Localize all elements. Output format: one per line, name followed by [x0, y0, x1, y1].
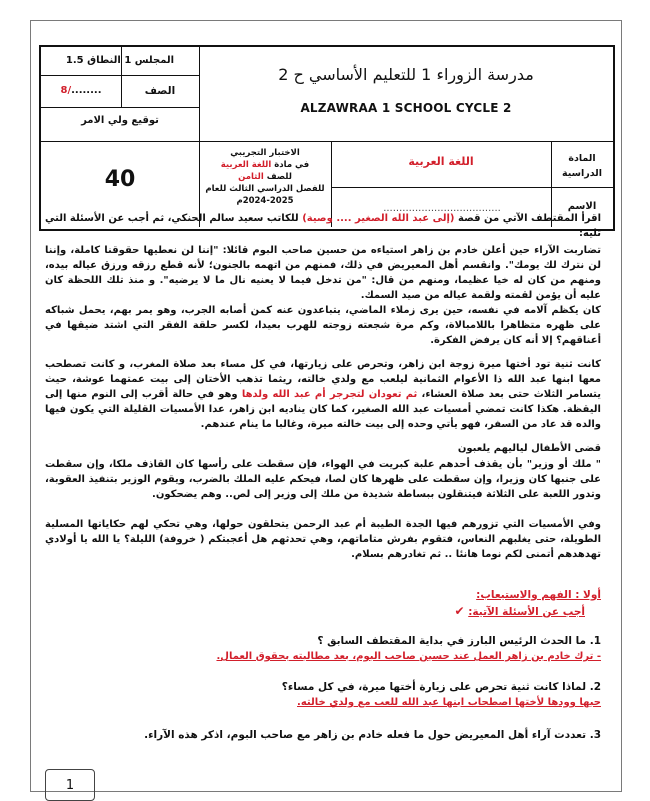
question-3: 3. تعددت آراء أهل المعيريض حول ما فعله خادم بن زاهر مع صاحب البوم، اذكر هذه الآراء.	[144, 729, 601, 741]
section-title: أولا : الفهم والاستيعاب:	[476, 589, 601, 601]
section-instruction: أجب عن الأسئلة الآتية: ✔	[454, 604, 585, 618]
name-label: الاسم	[567, 201, 597, 212]
total-score: 40	[104, 167, 136, 192]
exam-line-2: في مادة اللغة العربية	[220, 160, 310, 170]
exam-page	[30, 20, 622, 792]
passage-intro: اقرأ المقتطف الآتي من قصة (إلى عبد الله الصغير .... وصية) للكاتب سعيد سالم الحنكي، ثم أجب عن الأسئلة التي تليه:	[45, 213, 601, 239]
question-1: 1. ما الحدث الرئيس البارز في بداية المقتطف السابق ؟	[317, 635, 601, 647]
grade-label: الصف	[144, 85, 176, 97]
exam-line-1: الاختبار التجريبي	[230, 148, 300, 158]
grade-field[interactable]: 8/........	[60, 85, 102, 96]
exam-info	[203, 147, 327, 207]
passage-paragraph-1: تضاربت الآراء حين أعلن خادم بن زاهر استياءه من حسين صاحب البوم قائلا: "إننا لن نعطيها حقوقنا كاملة، وإننا لن نترك لك يومك". وانقسم أهل المعيريض في ذلك، فمنهم من اتهمه بالجنون؛ لأنه قطع رزقه ورزق عياله بيده، ومنهم من كان له خيا عظيما، ومنهم من قال: "من تدخل فيما لا يعنيه نال ما لا يرضيه". و منذ تلك اللحظة كان عليه أن يؤمن لقمته ولقمة عياله من صيد السمك.	[45, 245, 601, 301]
passage-paragraph-3: كانت ثنية تود أختها ميرة زوجة ابن زاهر، وتحرص على زيارتها، في كل مساء بعد صلاة المغرب، و كانت تصطحب معها ابنها عبد الله ذا الأعوام الثمانية ليلعب مع ولدي خالته، ريثما تذهب الأختان إلى بيت عمتهما عوشة، حيث يتسامر الثلاث حتى بعد صلاة العشاء، ثم تعودان لتجرجر أم عبد الله ولدها وهو في حالة أقرب إلى النوم منها إلى اليقظة. هكذا كانت تمضي أمسيات عبد الله الصغير، كما كان يناديه ابن زاهر، عدا الأمسيات القليلة التي يكون فيها والده قد عاد من السفر، فهو يأتي وحده إلى بيت خالته ميرة، وغالبا ما ينام عندهم.	[45, 359, 602, 430]
subject-label: المادة الدراسية	[561, 153, 603, 179]
passage-paragraph-6: وفي الأمسيات التي تزورهم فيها الجدة الطيبة أم عبد الرحمن يتحلقون حولها، وهي تحكي لهم حكاياتها المسلية الطويلة، حتى يغلبهم النعاس، فتقوم بفرش متاماتهم، وهي تحدثهم هل أعجبتكم ( خروفة) الليلة؟ يا الله يا أولادي تهدهدهم أتمنى لكم نوما هانئا .. ثم تغادرهم بسلام.	[45, 519, 601, 560]
council-label: المجلس 1 النطاق 1.5	[65, 55, 175, 66]
passage-paragraph-2: كان يكظم آلامه في نفسه، حين يرى زملاء الماضي، يتباعدون عنه كمن أصابه الجرب، وهو يمر بهم، يحمل شباكه على ظهره متظاهرا باللامبالاة، وكم مرة شجعته زوجته للهرب بعيدا، لكسر حلقة الفقر التي اشتد ضيقها في أعناقهم؟ إلا أنه كان يرفض الفكرة.	[45, 305, 601, 346]
passage-paragraph-5: " ملك أو وزير" بأن يقذف أحدهم علبة كبريت في الهواء، فإن سقطت على رأسها كان القاذف ملكا، وإن سقطت على جنبها كان وزيرا، وإن سقطت على ظهرها كان لصا، فيحكم عليه الملك بالضرب، ويقوم الوزير بتنفيذ العقوبة، وتدور اللعبة على الثلاثة فيتنقلون ببساطة شديدة من ملك إلى وزير إلى لص.. وهم يضحكون.	[45, 459, 601, 500]
question-2: 2. لماذا كانت ثنية تحرص على زيارة أختها ميرة، في كل مساء؟	[281, 681, 601, 693]
page-number: 1	[45, 769, 95, 801]
exam-line-4: للفصل الدراسي الثالث للعام	[205, 184, 325, 194]
school-name-ar: مدرسة الزوراء 1 للتعليم الأساسي ح 2	[278, 65, 534, 84]
exam-line-3: للصف الثامن	[238, 172, 292, 182]
exam-line-5: 2024-2025م	[236, 196, 294, 206]
name-field[interactable]: .....................................	[383, 203, 501, 214]
header-table	[39, 45, 615, 231]
school-name-en: ALZAWRAA 1 SCHOOL CYCLE 2	[300, 101, 512, 115]
check-icon: ✔	[454, 604, 465, 618]
answer-2: حبها وودها لأختها اصطحاب ابنها عبد الله للعب مع ولدي خالته.	[297, 697, 601, 708]
subject-value: اللغة العربية	[408, 155, 474, 168]
guardian-signature-label: توقيع ولي الامر	[81, 115, 159, 126]
answer-1: - ترك خادم بن زاهر العمل عند حسين صاحب البوم، بعد مطالبته بحقوق العمال.	[216, 651, 601, 662]
passage-paragraph-4: قضى الأطفال لياليهم يلعبون	[457, 443, 601, 454]
